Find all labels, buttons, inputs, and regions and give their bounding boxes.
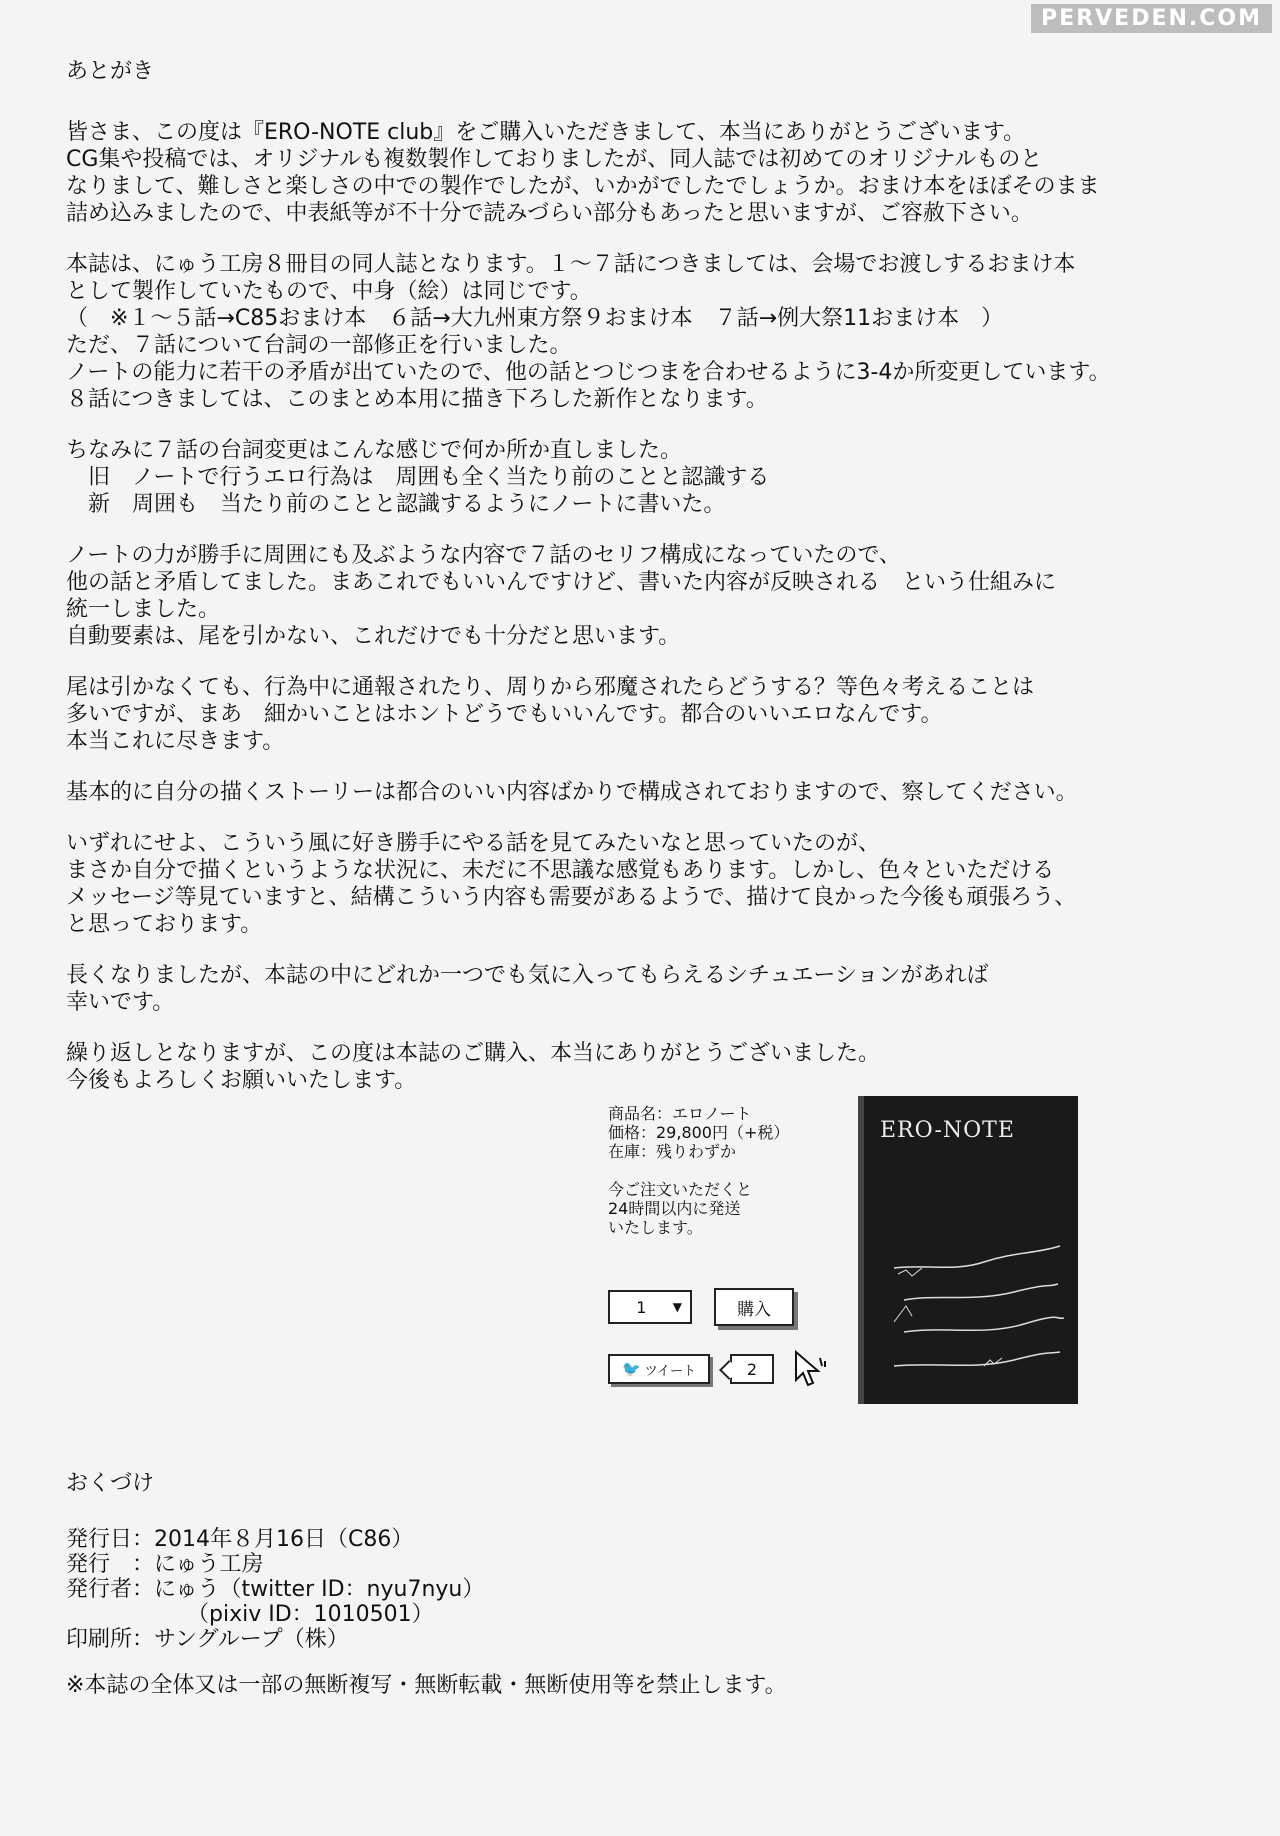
afterword-body bbox=[66, 119, 1246, 1094]
text-line: ノートの能力に若干の矛盾が出ていたので、他の話とつじつまを合わせるように3-4か所変更しています。 bbox=[66, 360, 1111, 385]
text-line: 旧 ノートで行うエロ行為は 周囲も全く当たり前のことと認識する bbox=[66, 465, 770, 490]
product-name: 商品名：エロノート bbox=[608, 1104, 752, 1123]
text-line: 本誌は、にゅう工房８冊目の同人誌となります。１～７話につきましては、会場でお渡しするおまけ本 bbox=[66, 252, 1076, 277]
colophon-heading: おくづけ bbox=[66, 1471, 155, 1496]
site-watermark: PERVEDEN.COM bbox=[1031, 4, 1272, 33]
text-line: メッセージ等見ていますと、結構こういう内容も需要があるようで、描けて良かった今後も頑張ろう、 bbox=[66, 885, 1077, 910]
shipping-note-line: 24時間以内に発送 bbox=[608, 1199, 741, 1218]
dropdown-arrow-icon: ▼ bbox=[672, 1300, 682, 1314]
text-line: 繰り返しとなりますが、この度は本誌のご購入、本当にありがとうございました。 bbox=[66, 1041, 881, 1066]
text-line: 尾は引かなくても、行為中に通報されたり、周りから邪魔されたらどうする？等色々考えることは bbox=[66, 675, 1035, 700]
ero-note-book bbox=[858, 1096, 1078, 1404]
colophon-section bbox=[66, 1466, 1166, 1699]
publisher: 発行 ：にゅう工房 bbox=[66, 1552, 264, 1577]
afterword-paragraph bbox=[66, 251, 1246, 413]
tweet-button[interactable] bbox=[608, 1354, 710, 1384]
afterword-paragraph bbox=[66, 830, 1246, 938]
text-line: 皆さま、この度は『ERO-NOTE club』をご購入いただきまして、本当にありがとうございます。 bbox=[66, 120, 1026, 145]
product-info bbox=[608, 1104, 789, 1237]
text-line: 幸いです。 bbox=[66, 990, 175, 1015]
copyright-notice: ※本誌の全体又は一部の無断複写・無断転載・無断使用等を禁止します。 bbox=[66, 1673, 787, 1698]
text-line: いずれにせよ、こういう風に好き勝手にやる話を見てみたいなと思っていたのが、 bbox=[66, 831, 881, 856]
text-line: ノートの力が勝手に周囲にも及ぶような内容で７話のセリフ構成になっていたので、 bbox=[66, 543, 901, 568]
text-line: 本当これに尽きます。 bbox=[66, 729, 285, 754]
afterword-paragraph bbox=[66, 1040, 1246, 1094]
text-line: なりまして、難しさと楽しさの中での製作でしたが、いかがでしたでしょうか。おまけ本をほぼそのまま bbox=[66, 174, 1100, 199]
afterword-paragraph bbox=[66, 674, 1246, 755]
shipping-note-line: いたします。 bbox=[608, 1218, 703, 1237]
afterword-paragraph bbox=[66, 542, 1246, 650]
book-scratch-marks bbox=[864, 1096, 1078, 1404]
text-line: と思っております。 bbox=[66, 912, 263, 937]
text-line: 詰め込みましたので、中表紙等が不十分で読みづらい部分もあったと思いますが、ご容赦下さい。 bbox=[66, 201, 1033, 226]
text-line: 多いですが、まあ 細かいことはホントどうでもいいんです。都合のいいエロなんです。 bbox=[66, 702, 943, 727]
text-line: 統一しました。 bbox=[66, 597, 221, 622]
quantity-select[interactable] bbox=[608, 1290, 692, 1324]
afterword-paragraph bbox=[66, 962, 1246, 1016]
afterword-heading: あとがき bbox=[66, 59, 155, 84]
quantity-value: 1 bbox=[636, 1297, 647, 1317]
afterword-paragraph bbox=[66, 437, 1246, 518]
text-line: CG集や投稿では、オリジナルも複数製作しておりましたが、同人誌では初めてのオリジナルものと bbox=[66, 147, 1043, 172]
afterword-paragraph bbox=[66, 779, 1246, 806]
text-line: 自動要素は、尾を引かない、これだけでも十分だと思います。 bbox=[66, 624, 681, 649]
text-line: ただ、７話について台詞の一部修正を行いました。 bbox=[66, 333, 572, 358]
mouse-cursor-icon bbox=[792, 1348, 832, 1392]
tweet-label: ツイート bbox=[644, 1363, 697, 1379]
text-line: （ ※１～５話→C85おまけ本 ６話→大九州東方祭９おまけ本 ７話→例大祭11おまけ本 ） bbox=[66, 306, 1004, 331]
author: 発行者：にゅう（twitter ID：nyu7nyu） bbox=[66, 1577, 485, 1602]
text-line: ちなみに７話の台詞変更はこんな感じで何か所か直しました。 bbox=[66, 438, 683, 463]
twitter-bird-icon: 🐦 bbox=[621, 1360, 641, 1378]
text-line: として製作していたもので、中身（絵）は同じです。 bbox=[66, 279, 592, 304]
afterword-paragraph bbox=[66, 119, 1246, 227]
buy-button[interactable]: 購入 bbox=[714, 1288, 794, 1326]
product-mockup bbox=[608, 1104, 1248, 1424]
text-line: ８話につきましては、このまとめ本用に描き下ろした新作となります。 bbox=[66, 387, 768, 412]
text-line: 新 周囲も 当たり前のことと認識するようにノートに書いた。 bbox=[66, 492, 726, 517]
product-price: 価格：29,800円（+税） bbox=[608, 1123, 790, 1142]
product-stock: 在庫：残りわずか bbox=[608, 1142, 737, 1161]
text-line: まさか自分で描くというような状況に、未だに不思議な感覚もあります。しかし、色々といただける bbox=[66, 858, 1055, 883]
text-line: 他の話と矛盾してました。まあこれでもいいんですけど、書いた内容が反映される という仕組みに bbox=[66, 570, 1057, 595]
shipping-note-line: 今ご注文いただくと bbox=[608, 1180, 753, 1199]
text-line: 基本的に自分の描くストーリーは都合のいい内容ばかりで構成されておりますので、察してください。 bbox=[66, 780, 1078, 805]
book-title: ERO-NOTE bbox=[880, 1118, 1015, 1143]
printer: 印刷所：サングループ（株） bbox=[66, 1627, 349, 1652]
text-line: 今後もよろしくお願いいたします。 bbox=[66, 1068, 417, 1093]
publish-date: 発行日：2014年８月16日（C86） bbox=[66, 1527, 414, 1552]
afterword-section bbox=[66, 54, 1246, 1118]
text-line: 長くなりましたが、本誌の中にどれか一つでも気に入ってもらえるシチュエーションがあれば bbox=[66, 963, 989, 988]
author-pixiv: （pixiv ID：1010501） bbox=[66, 1602, 434, 1627]
tweet-count: 2 bbox=[730, 1354, 774, 1384]
